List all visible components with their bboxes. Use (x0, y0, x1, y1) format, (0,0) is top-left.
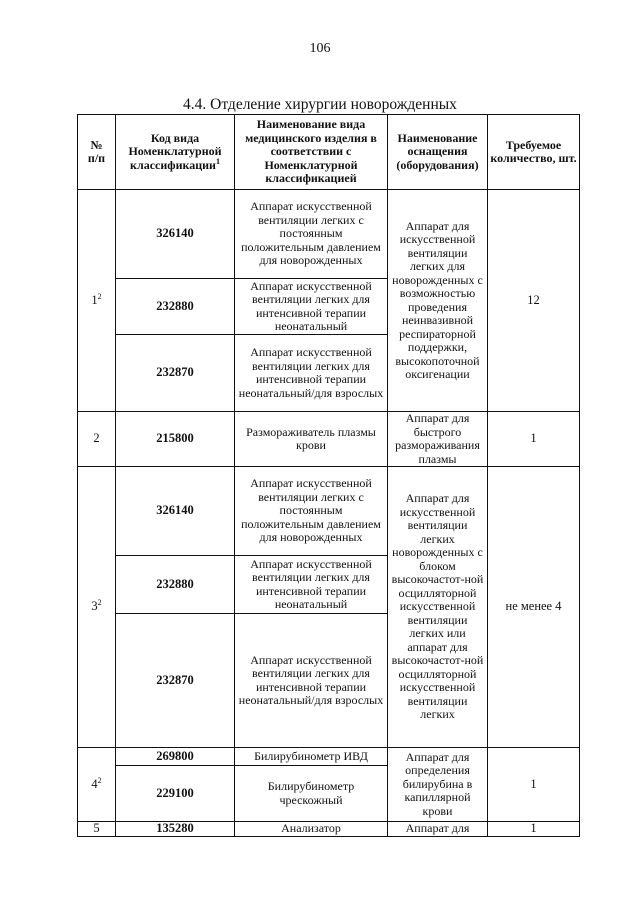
header-num (78, 115, 116, 190)
code-cell: 135280 (116, 822, 235, 837)
code-cell: 269800 (116, 748, 235, 766)
row-number-footnote: 2 (97, 291, 102, 301)
row-number-footnote: 2 (97, 775, 102, 785)
device-name-cell: Билирубинометр чрескожный (235, 766, 388, 822)
header-code-text: Код вида Номенклатурной классификации (128, 130, 222, 172)
device-name-cell: Анализатор (235, 822, 388, 837)
header-equipment-text: Наименование оснащения (оборудования) (396, 130, 479, 172)
header-code-footnote: 1 (215, 156, 220, 166)
code-cell: 326140 (116, 467, 235, 556)
code-cell: 232870 (116, 335, 235, 412)
row-number (78, 748, 116, 822)
quantity-cell: 1 (488, 412, 580, 467)
header-quantity-text: Требуемое количество, шт. (490, 137, 577, 165)
device-name-cell: Аппарат искусственной вентиляции легких для интенсивной терапии неонатальный (235, 279, 388, 335)
equipment-cell: Аппарат для искусственной вентиляции легких новорожденных с блоком высокочастот-ной осцилляторной искусственной вентиляции легких или аппарат для высокочастот-ной осцилляторной искусственной вентиляции легких (388, 467, 488, 748)
row-number (78, 467, 116, 748)
code-cell: 326140 (116, 190, 235, 279)
code-cell: 232880 (116, 556, 235, 614)
row-number-text: 5 (93, 821, 100, 836)
table-row (78, 822, 580, 837)
header-equipment (388, 115, 488, 190)
equipment-cell: Аппарат для искусственной вентиляции легких для новорожденных с возможностью проведения неинвазивной респираторной поддержки, высокопоточной оксигенации (388, 190, 488, 412)
code-cell: 232870 (116, 614, 235, 748)
row-number-text: 4 (91, 776, 98, 791)
table-row (78, 412, 580, 467)
header-name-text: Наименование вида медицинского изделия в соответствии с Номенклатурной классификацией (245, 117, 377, 186)
code-cell: 232880 (116, 279, 235, 335)
row-number-footnote: 2 (97, 598, 102, 608)
table-row (78, 190, 580, 279)
header-name (235, 115, 388, 190)
quantity-cell: 12 (488, 190, 580, 412)
equipment-table (77, 114, 580, 837)
header-code (116, 115, 235, 190)
header-num-text: № п/п (87, 137, 106, 165)
code-cell: 215800 (116, 412, 235, 467)
code-cell: 229100 (116, 766, 235, 822)
device-name-cell: Размораживатель плазмы крови (235, 412, 388, 467)
device-name-cell: Аппарат искусственной вентиляции легких с постоянным положительным давлением для новорожденных (235, 467, 388, 556)
table-header-row (78, 115, 580, 190)
row-number (78, 412, 116, 467)
equipment-cell: Аппарат для быстрого размораживания плазмы (388, 412, 488, 467)
equipment-cell: Аппарат для определения билирубина в капиллярной крови (388, 748, 488, 822)
quantity-cell: 1 (488, 748, 580, 822)
device-name-cell: Аппарат искусственной вентиляции легких для интенсивной терапии неонатальный/для взрослых (235, 335, 388, 412)
device-name-cell: Аппарат искусственной вентиляции легких для интенсивной терапии неонатальный/для взрослых (235, 614, 388, 748)
device-name-cell: Билирубинометр ИВД (235, 748, 388, 766)
device-name-cell: Аппарат искусственной вентиляции легких с постоянным положительным давлением для новорожденных (235, 190, 388, 279)
quantity-cell: не менее 4 (488, 467, 580, 748)
section-title: 4.4. Отделение хирургии новорожденных (183, 96, 457, 113)
row-number (78, 822, 116, 837)
row-number (78, 190, 116, 412)
table-row (78, 748, 580, 766)
quantity-cell: 1 (488, 822, 580, 837)
page-number: 106 (309, 41, 331, 56)
row-number-text: 2 (93, 431, 100, 446)
header-quantity (488, 115, 580, 190)
row-number-text: 1 (91, 292, 98, 307)
device-name-cell: Аппарат искусственной вентиляции легких для интенсивной терапии неонатальный (235, 556, 388, 614)
row-number-text: 3 (91, 599, 98, 614)
table-row (78, 467, 580, 556)
equipment-cell: Аппарат для (388, 822, 488, 837)
